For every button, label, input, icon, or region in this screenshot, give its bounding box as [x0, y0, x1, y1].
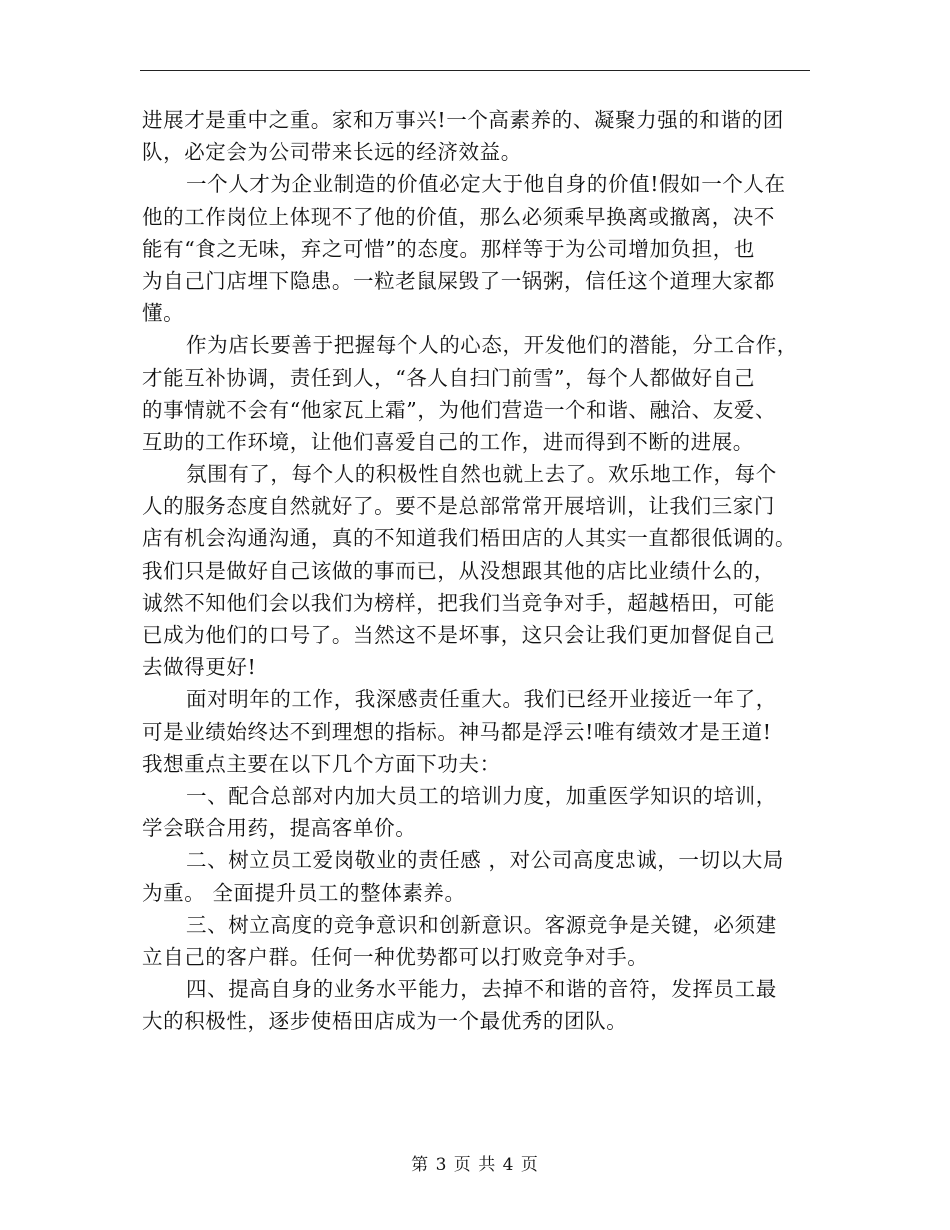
text-line: 氛围有了，每个人的积极性自然也就上去了。欢乐地工作，每个	[186, 462, 777, 487]
text-line: 我们只是做好自己该做的事而已，从没想跟其他的店比业绩什么的，	[142, 558, 775, 583]
text-line: 的事情就不会有“他家瓦上霜”，为他们营造一个和谐、融洽、友爱、	[142, 397, 777, 422]
text-line: 作为店长要善于把握每个人的心态，开发他们的潜能，分工合作，	[186, 333, 798, 358]
text-line: 为自己门店埋下隐患。一粒老鼠屎毁了一锅粥，信任这个道理大家都	[142, 268, 775, 293]
paragraph	[142, 329, 810, 458]
text-line: 进展才是重中之重。家和万事兴!一个高素养的、凝聚力强的和谐的团	[142, 108, 784, 132]
text-line: 学会联合用药，提高客单价。	[142, 816, 417, 841]
text-line: 四、提高自身的业务水平能力，去掉不和谐的音符，发挥员工最	[186, 977, 777, 1002]
text-line: 可是业绩始终达不到理想的指标。神马都是浮云!唯有绩效才是王道!	[142, 719, 772, 744]
paragraph	[142, 104, 810, 168]
paragraph	[142, 844, 810, 908]
paragraph	[142, 458, 810, 683]
text-line: 我想重点主要在以下几个方面下功夫：	[142, 751, 501, 776]
text-line: 二、树立员工爱岗敬业的责任感 ，对公司高度忠诚，一切以大局	[186, 848, 784, 873]
text-line: 去做得更好!	[142, 655, 257, 680]
text-line: 一个人才为企业制造的价值必定大于他自身的价值!假如一个人在	[186, 172, 786, 197]
page-footer: 第 3 页 共 4 页	[411, 1155, 539, 1175]
text-line: 能有“食之无味，弃之可惜”的态度。那样等于为公司增加负担，也	[142, 236, 755, 261]
header-rule	[140, 70, 810, 71]
text-line: 立自己的客户群。任何一种优势都可以打败竞争对手。	[142, 944, 649, 969]
document-body	[142, 104, 810, 1037]
paragraph	[142, 973, 810, 1037]
text-line: 面对明年的工作，我深感责任重大。我们已经开业接近一年了，	[186, 687, 777, 712]
text-line: 人的服务态度自然就好了。要不是总部常常开展培训，让我们三家门	[142, 494, 775, 519]
paragraph	[142, 683, 810, 780]
text-line: 一、配合总部对内加大员工的培训力度，加重医学知识的培训，	[186, 783, 777, 808]
text-line: 已成为他们的口号了。当然这不是坏事，这只会让我们更加督促自己	[142, 623, 775, 647]
text-line: 队，必定会为公司带来长远的经济效益。	[142, 140, 522, 165]
text-line: 才能互补协调，责任到人，“各人自扫门前雪”，每个人都做好自己	[142, 365, 755, 390]
text-line: 大的积极性，逐步使梧田店成为一个最优秀的团队。	[142, 1009, 628, 1034]
text-line: 店有机会沟通沟通，真的不知道我们梧田店的人其实一直都很低调的。	[142, 526, 797, 551]
paragraph	[142, 780, 810, 844]
text-line: 他的工作岗位上体现不了他的价值，那么必须乘早换离或撤离，决不	[142, 204, 775, 229]
text-line: 三、树立高度的竞争意识和创新意识。客源竞争是关键，必须建	[186, 912, 777, 937]
text-line: 为重。 全面提升员工的整体素养。	[142, 880, 466, 905]
paragraph	[142, 168, 810, 329]
paragraph	[142, 909, 810, 973]
text-line: 互助的工作环境，让他们喜爱自己的工作，进而得到不断的进展。	[142, 429, 754, 454]
text-line: 懂。	[142, 301, 185, 326]
text-line: 诚然不知他们会以我们为榜样，把我们当竞争对手，超越梧田，可能	[142, 590, 775, 615]
